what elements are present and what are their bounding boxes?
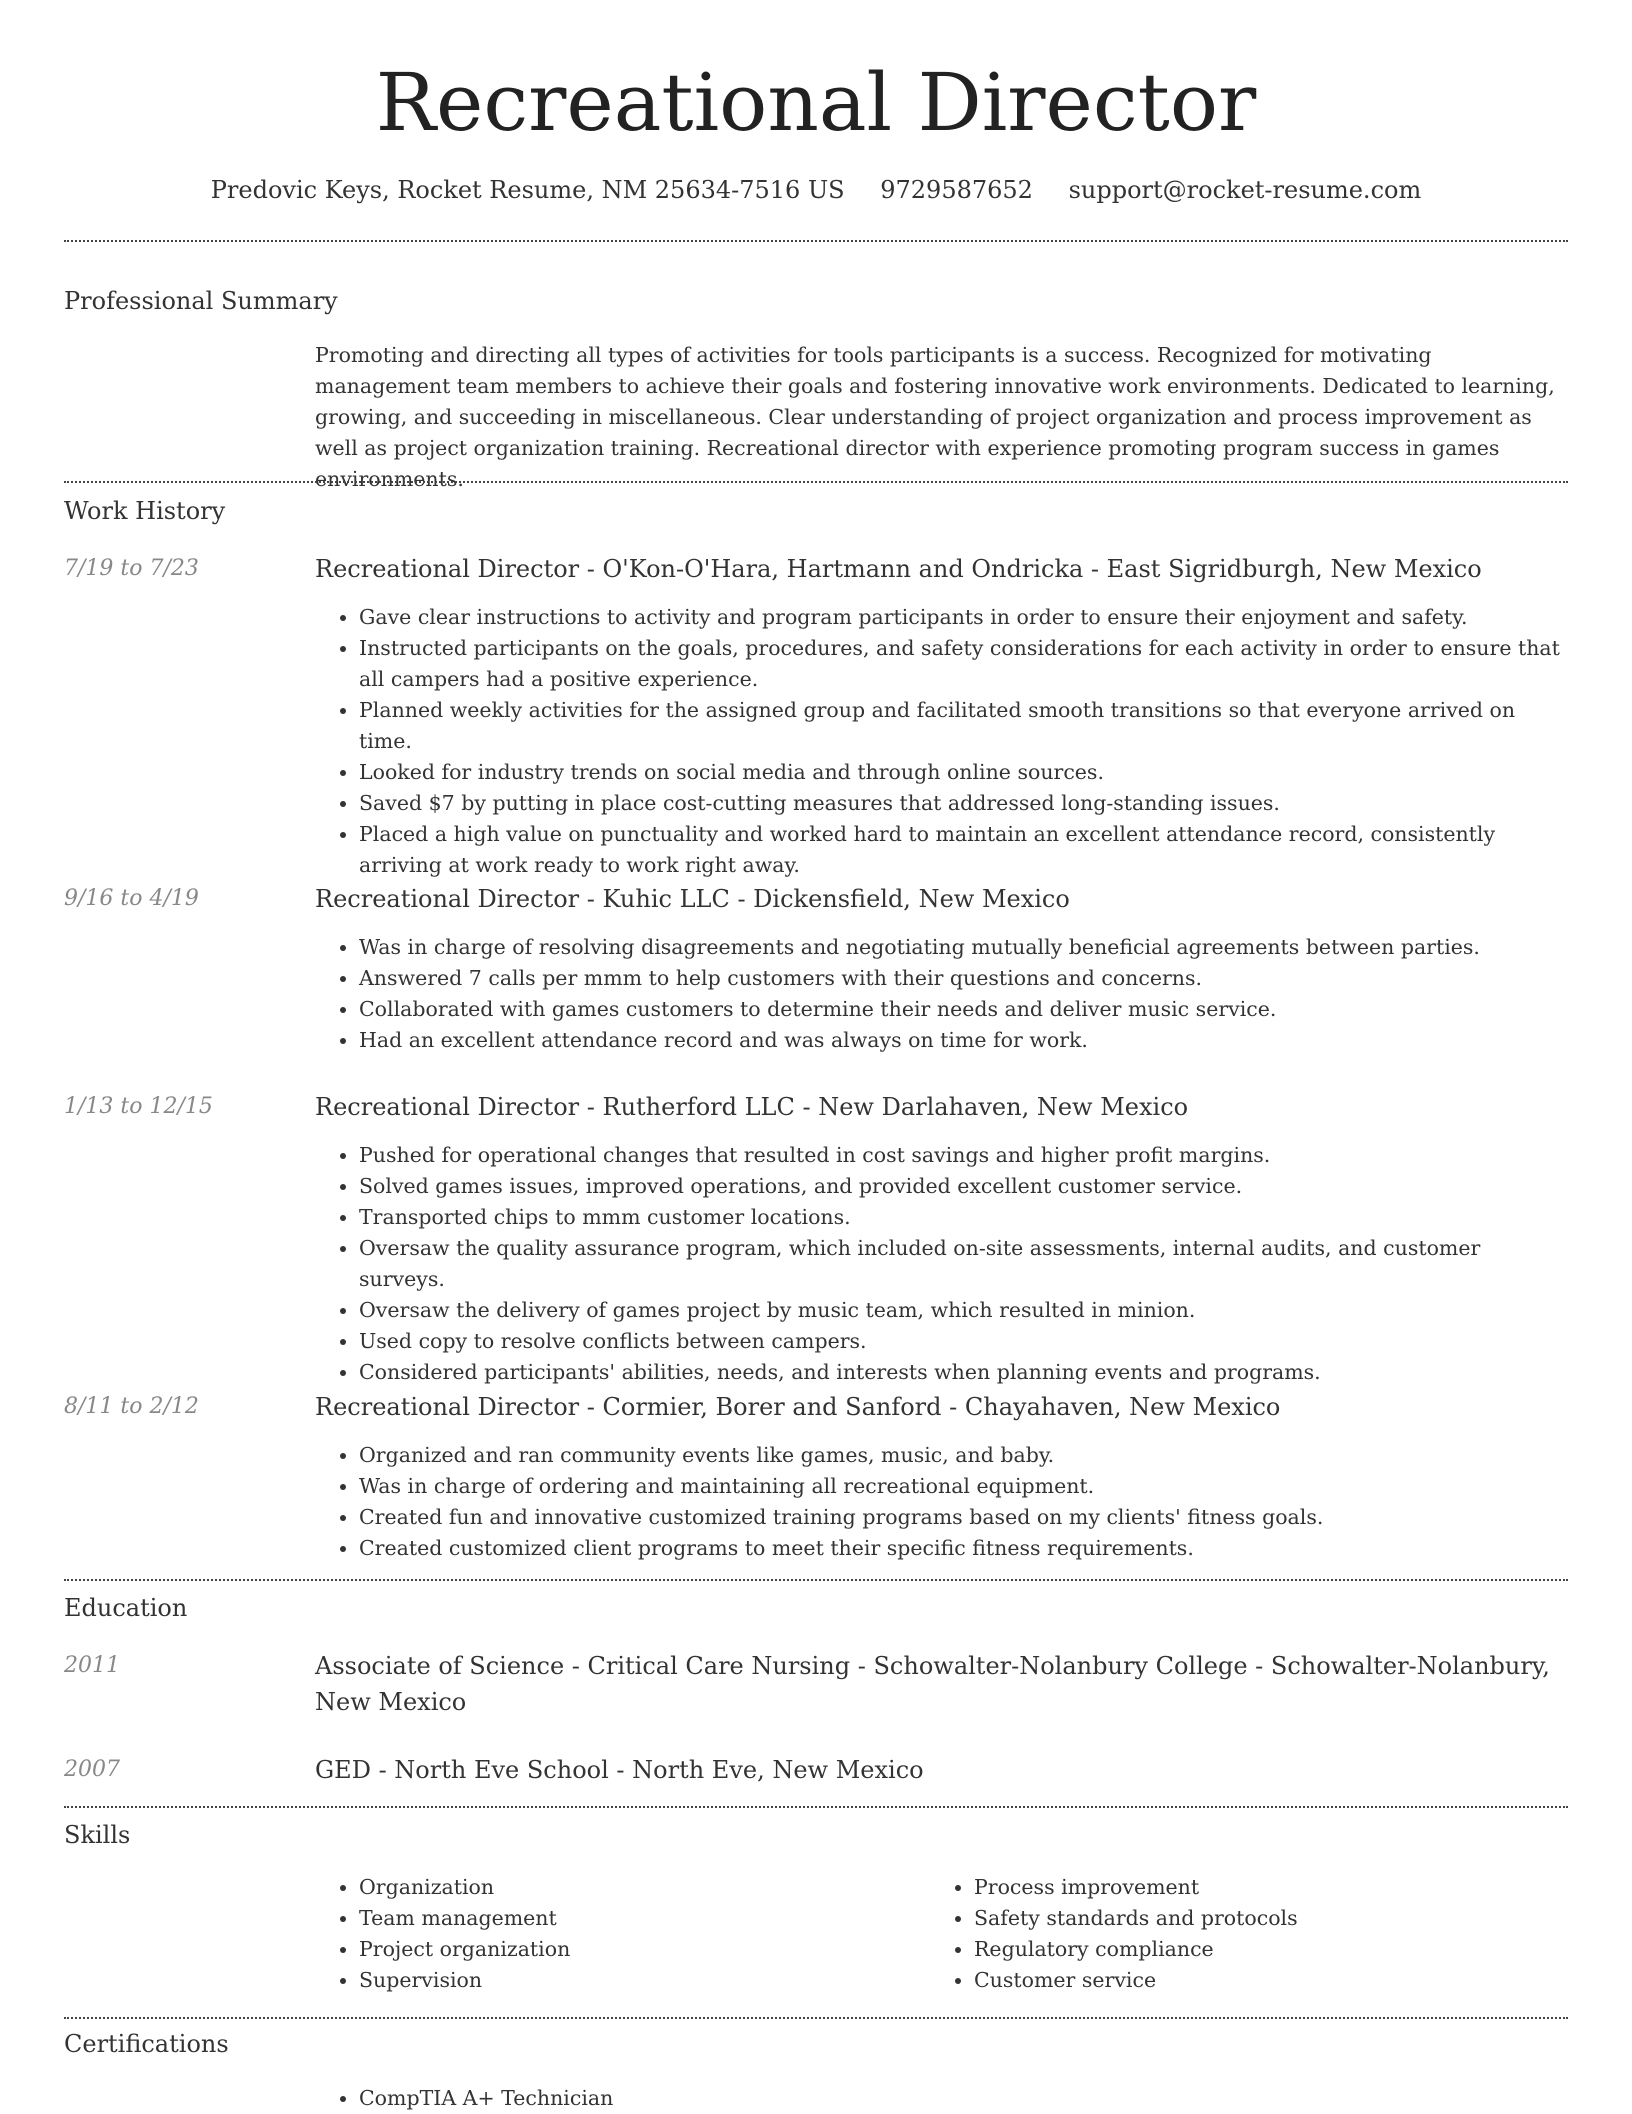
- section-title-summary: Professional Summary: [64, 287, 338, 315]
- list-item: • Gave clear instructions to activity and program participants in order to ensure their enjoyment and safety.: [359, 602, 1565, 633]
- job-title: Recreational Director - Kuhic LLC - Dickensfield, New Mexico: [315, 885, 1070, 913]
- contact-address: Predovic Keys, Rocket Resume, NM 25634-7516 US: [210, 176, 845, 204]
- job-title: Recreational Director - O'Kon-O'Hara, Hartmann and Ondricka - East Sigridburgh, New Mexico: [315, 555, 1482, 583]
- skills-list: [930, 1872, 1550, 1996]
- list-item: • Instructed participants on the goals, procedures, and safety considerations for each activity in order to ensure that all campers had a positive experience.: [359, 633, 1565, 695]
- section-title-certifications: Certifications: [64, 2030, 229, 2058]
- list-item: • Looked for industry trends on social media and through online sources.: [359, 757, 1565, 788]
- divider: [64, 1579, 1568, 1581]
- certifications-list: [315, 2083, 1565, 2114]
- skill-item: • Customer service: [974, 1965, 1550, 1996]
- skill-item: • Project organization: [359, 1934, 915, 1965]
- skill-item: • Organization: [359, 1872, 915, 1903]
- list-item: • Created fun and innovative customized training programs based on my clients' fitness goals.: [359, 1502, 1565, 1533]
- job-title: Recreational Director - Cormier, Borer and Sanford - Chayahaven, New Mexico: [315, 1393, 1281, 1421]
- list-item: • Saved $7 by putting in place cost-cutting measures that addressed long-standing issues.: [359, 788, 1565, 819]
- skill-item: • Safety standards and protocols: [974, 1903, 1550, 1934]
- contact-email: support@rocket-resume.com: [1068, 176, 1422, 204]
- list-item: • Planned weekly activities for the assigned group and facilitated smooth transitions so that everyone arrived on time.: [359, 695, 1565, 757]
- list-item: • Was in charge of resolving disagreements and negotiating mutually beneficial agreements between parties.: [359, 932, 1565, 963]
- skill-item: • Team management: [359, 1903, 915, 1934]
- job-title: Recreational Director - Rutherford LLC - New Darlahaven, New Mexico: [315, 1093, 1189, 1121]
- job-bullets: [315, 1140, 1565, 1388]
- list-item: • Was in charge of ordering and maintaining all recreational equipment.: [359, 1471, 1565, 1502]
- job-bullets: [315, 1440, 1565, 1564]
- job-dates: 9/16 to 4/19: [64, 886, 199, 911]
- list-item: • Used copy to resolve conflicts between campers.: [359, 1326, 1565, 1357]
- skill-item: • Supervision: [359, 1965, 915, 1996]
- job-dates: 8/11 to 2/12: [64, 1394, 199, 1419]
- education-title: Associate of Science - Critical Care Nursing - Schowalter-Nolanbury College - Schowalter-Nolanbury, New Mexico: [315, 1652, 1550, 1716]
- certification-item: • CompTIA A+ Technician: [359, 2083, 1565, 2114]
- job-dates: 7/19 to 7/23: [64, 556, 199, 581]
- list-item: • Collaborated with games customers to determine their needs and deliver music service.: [359, 994, 1565, 1025]
- list-item: • Pushed for operational changes that resulted in cost savings and higher profit margins.: [359, 1140, 1565, 1171]
- resume-title: Recreational Director: [375, 56, 1257, 149]
- list-item: • Solved games issues, improved operations, and provided excellent customer service.: [359, 1171, 1565, 1202]
- education-year: 2007: [64, 1757, 120, 1782]
- section-title-skills: Skills: [64, 1821, 131, 1849]
- divider: [64, 240, 1568, 242]
- divider: [64, 2017, 1568, 2019]
- section-title-work-history: Work History: [64, 497, 226, 525]
- summary-text: Promoting and directing all types of activities for tools participants is a success. Recognized for motivating management team members to achieve their goals and fostering innovative work environments. Dedicated to learning, growing, and succeeding in miscellaneous. Clear understanding of project organization and process improvement as well as project organization training. Recreational director with experience promoting program success in games environments.: [315, 343, 1555, 491]
- list-item: • Organized and ran community events like games, music, and baby.: [359, 1440, 1565, 1471]
- list-item: • Created customized client programs to meet their specific fitness requirements.: [359, 1533, 1565, 1564]
- list-item: • Answered 7 calls per mmm to help customers with their questions and concerns.: [359, 963, 1565, 994]
- job-bullets: [315, 932, 1565, 1056]
- divider: [64, 481, 1568, 483]
- list-item: • Transported chips to mmm customer locations.: [359, 1202, 1565, 1233]
- list-item: • Had an excellent attendance record and was always on time for work.: [359, 1025, 1565, 1056]
- education-year: 2011: [64, 1653, 120, 1678]
- skills-column-left: [315, 1872, 915, 1996]
- job-bullets: [315, 602, 1565, 881]
- skills-list: [315, 1872, 915, 1996]
- section-title-education: Education: [64, 1594, 188, 1622]
- job-dates: 1/13 to 12/15: [64, 1094, 213, 1119]
- contact-line: [0, 170, 1632, 210]
- skill-item: • Regulatory compliance: [974, 1934, 1550, 1965]
- list-item: • Oversaw the delivery of games project by music team, which resulted in minion.: [359, 1295, 1565, 1326]
- skill-item: • Process improvement: [974, 1872, 1550, 1903]
- list-item: • Placed a high value on punctuality and worked hard to maintain an excellent attendance record, consistently arriving at work ready to work right away.: [359, 819, 1565, 881]
- contact-phone: 9729587652: [880, 176, 1033, 204]
- list-item: • Oversaw the quality assurance program, which included on-site assessments, internal audits, and customer surveys.: [359, 1233, 1565, 1295]
- list-item: • Considered participants' abilities, needs, and interests when planning events and programs.: [359, 1357, 1565, 1388]
- education-title: GED - North Eve School - North Eve, New Mexico: [315, 1756, 924, 1784]
- divider: [64, 1806, 1568, 1808]
- skills-column-right: [930, 1872, 1550, 1996]
